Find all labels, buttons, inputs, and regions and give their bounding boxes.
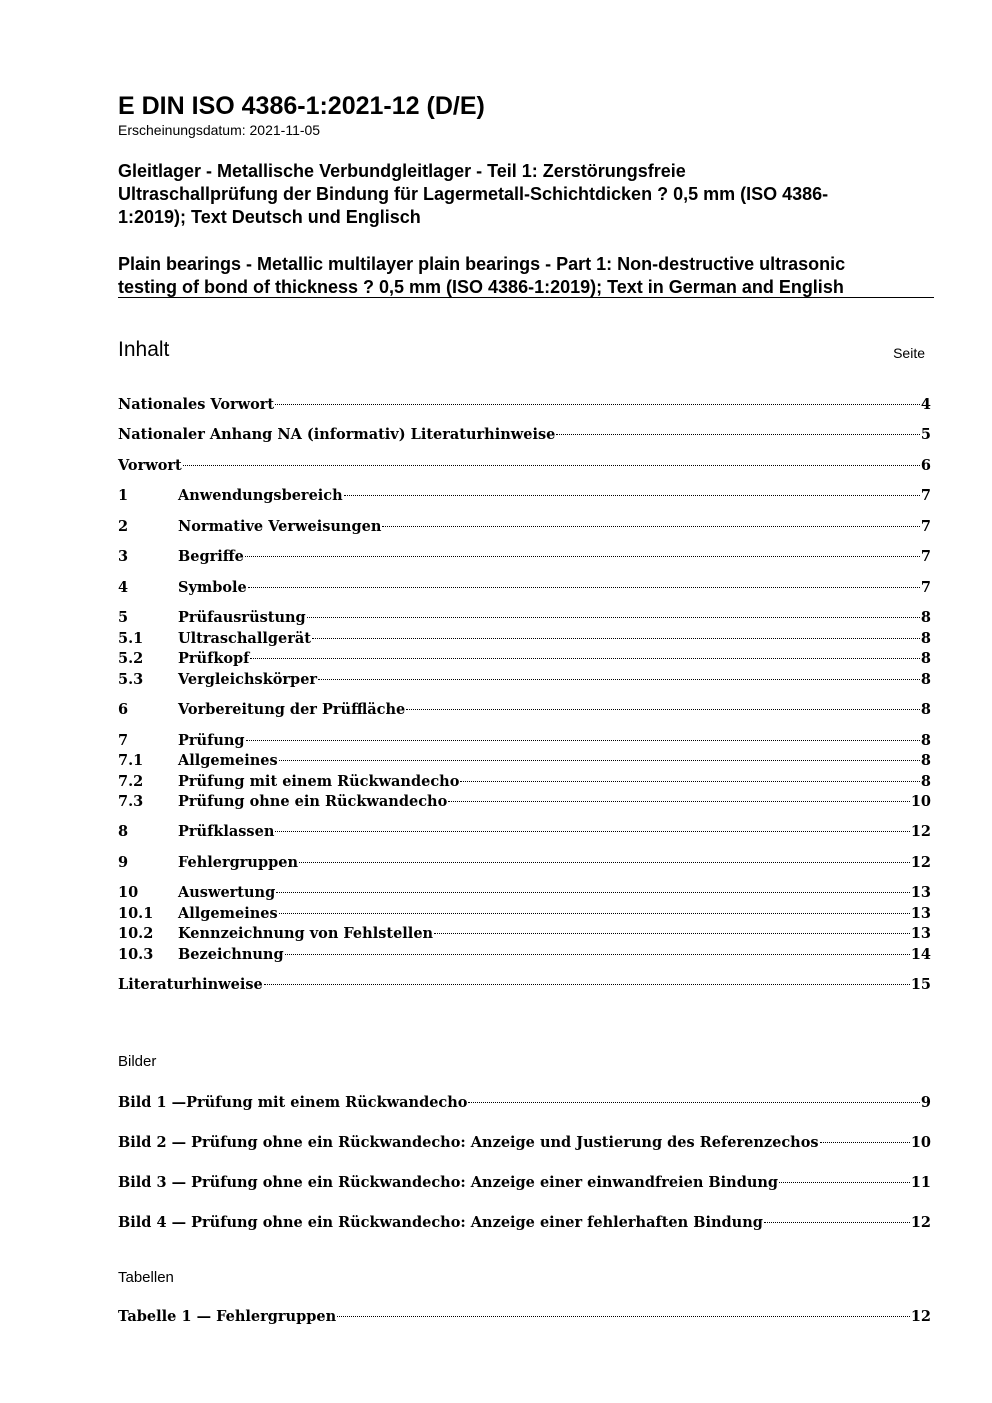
toc-entry-page: 8 xyxy=(920,671,931,688)
toc-entry-number: 4 xyxy=(118,579,129,596)
toc-entry-page: 8 xyxy=(920,773,931,790)
figure-entry-page: 10 xyxy=(910,1134,931,1151)
toc-entry[interactable] xyxy=(118,456,931,476)
toc-entry-page: 15 xyxy=(910,976,931,993)
toc-entry-page: 8 xyxy=(920,630,931,647)
dot-leader xyxy=(285,954,910,955)
toc-heading: Inhalt xyxy=(118,338,170,361)
dot-leader xyxy=(279,760,920,761)
figure-entry-page: 12 xyxy=(910,1214,931,1231)
dot-leader xyxy=(434,933,910,934)
dot-leader xyxy=(183,465,920,466)
dot-leader xyxy=(820,1142,910,1143)
toc-entry-page: 4 xyxy=(920,396,931,413)
toc-page-column-label: Seite xyxy=(893,345,925,361)
toc-entry-number: 10.2 xyxy=(118,925,154,942)
toc-entry[interactable] xyxy=(118,853,931,873)
figure-entry[interactable] xyxy=(118,1093,931,1113)
toc-entry[interactable] xyxy=(118,517,931,537)
figure-entry-label: Bild 2 — Prüfung ohne ein Rückwandecho: Anzeige und Justierung des Referenzechos xyxy=(118,1134,819,1151)
dot-leader xyxy=(245,556,920,557)
dot-leader xyxy=(250,658,919,659)
toc-entry-number: 1 xyxy=(118,487,129,504)
tables-heading: Tabellen xyxy=(118,1269,174,1286)
toc-entry-label: Prüfung xyxy=(178,732,245,749)
dot-leader xyxy=(275,404,920,405)
title-english xyxy=(118,253,928,299)
figure-entry-page: 11 xyxy=(910,1174,931,1191)
toc-entry-number: 5.3 xyxy=(118,671,144,688)
toc-entry[interactable] xyxy=(118,772,931,792)
toc-entry[interactable] xyxy=(118,486,931,506)
toc-entry-number: 7.2 xyxy=(118,773,144,790)
toc-entry-label: Nationaler Anhang NA (informativ) Literaturhinweise xyxy=(118,426,556,443)
dot-leader xyxy=(556,434,920,435)
toc-entry-label: Kennzeichnung von Fehlstellen xyxy=(178,925,434,942)
toc-entry[interactable] xyxy=(118,395,931,415)
dot-leader xyxy=(779,1182,910,1183)
toc-entry[interactable] xyxy=(118,547,931,567)
toc-entry-page: 7 xyxy=(920,548,931,565)
toc-entry-page: 7 xyxy=(920,579,931,596)
toc-entry-label: Literaturhinweise xyxy=(118,976,263,993)
toc-entry-page: 12 xyxy=(910,823,931,840)
toc-entry-number: 5.1 xyxy=(118,630,144,647)
toc-entry-number: 5.2 xyxy=(118,650,144,667)
toc-entry-page: 8 xyxy=(920,732,931,749)
dot-leader xyxy=(276,892,910,893)
toc-entry-page: 13 xyxy=(910,925,931,942)
dot-leader xyxy=(460,781,920,782)
toc-entry[interactable] xyxy=(118,700,931,720)
toc-entry[interactable] xyxy=(118,924,931,944)
toc-entry-page: 14 xyxy=(910,946,931,963)
toc-entry-label: Vorbereitung der Prüffläche xyxy=(178,701,406,718)
toc-entry-label: Allgemeines xyxy=(178,752,278,769)
toc-entry[interactable] xyxy=(118,670,931,690)
toc-entry-label: Vorwort xyxy=(118,457,182,474)
toc-entry-label: Prüfausrüstung xyxy=(178,609,306,626)
toc-entry-label: Bezeichnung xyxy=(178,946,284,963)
title-german xyxy=(118,160,928,229)
toc-entry-number: 2 xyxy=(118,518,129,535)
table-entry[interactable] xyxy=(118,1307,931,1327)
figure-entry[interactable] xyxy=(118,1173,931,1193)
title-divider xyxy=(118,297,934,298)
toc-entry-number: 10 xyxy=(118,884,139,901)
toc-entry-label: Prüfung ohne ein Rückwandecho xyxy=(178,793,448,810)
toc-entry-label: Anwendungsbereich xyxy=(178,487,343,504)
toc-entry-label: Fehlergruppen xyxy=(178,854,299,871)
dot-leader xyxy=(275,831,909,832)
toc-entry-page: 7 xyxy=(920,487,931,504)
figure-entry-label: Bild 4 — Prüfung ohne ein Rückwandecho: Anzeige einer fehlerhaften Bindung xyxy=(118,1214,763,1231)
toc-entry-number: 6 xyxy=(118,701,129,718)
toc-entry-label: Auswertung xyxy=(178,884,276,901)
toc-entry-number: 8 xyxy=(118,823,129,840)
toc-entry[interactable] xyxy=(118,975,931,995)
figure-entry-label: Bild 3 — Prüfung ohne ein Rückwandecho: Anzeige einer einwandfreien Bindung xyxy=(118,1174,779,1191)
toc-entry-page: 13 xyxy=(910,884,931,901)
dot-leader xyxy=(307,617,920,618)
dot-leader xyxy=(318,679,920,680)
toc-entry-page: 13 xyxy=(910,905,931,922)
toc-entry-page: 8 xyxy=(920,701,931,718)
toc-entry-label: Ultraschallgerät xyxy=(178,630,311,647)
toc-entry[interactable] xyxy=(118,945,931,965)
toc-entry[interactable] xyxy=(118,578,931,598)
toc-entry[interactable] xyxy=(118,425,931,445)
toc-entry-page: 8 xyxy=(920,609,931,626)
toc-entry-label: Prüfkopf xyxy=(178,650,250,667)
toc-entry-number: 10.1 xyxy=(118,905,154,922)
dot-leader xyxy=(337,1316,910,1317)
toc-entry-page: 12 xyxy=(910,854,931,871)
dot-leader xyxy=(312,638,920,639)
table-entry-page: 12 xyxy=(910,1308,931,1325)
document-id: E DIN ISO 4386-1:2021-12 (D/E) xyxy=(118,92,485,120)
title-german-line: Gleitlager - Metallische Verbundgleitlager - Teil 1: Zerstörungsfreie xyxy=(118,161,686,181)
toc-entry-label: Prüfklassen xyxy=(178,823,275,840)
figure-entry[interactable] xyxy=(118,1213,931,1233)
figure-entry-page: 9 xyxy=(920,1094,931,1111)
dot-leader xyxy=(246,740,920,741)
toc-entry[interactable] xyxy=(118,792,931,812)
dot-leader xyxy=(764,1222,910,1223)
toc-entry-page: 8 xyxy=(920,752,931,769)
toc-entry[interactable] xyxy=(118,751,931,771)
toc-entry-label: Nationales Vorwort xyxy=(118,396,275,413)
toc-entry-label: Prüfung mit einem Rückwandecho xyxy=(178,773,460,790)
toc-entry-number: 10.3 xyxy=(118,946,154,963)
toc-entry-label: Allgemeines xyxy=(178,905,278,922)
toc-entry-label: Begriffe xyxy=(178,548,244,565)
dot-leader xyxy=(406,709,920,710)
table-entry-label: Tabelle 1 — Fehlergruppen xyxy=(118,1308,337,1325)
toc-entry-page: 8 xyxy=(920,650,931,667)
figures-heading: Bilder xyxy=(118,1053,157,1070)
figure-entry[interactable] xyxy=(118,1133,931,1153)
toc-entry-label: Vergleichskörper xyxy=(178,671,318,688)
toc-entry[interactable] xyxy=(118,731,931,751)
title-english-line: Plain bearings - Metallic multilayer plain bearings - Part 1: Non-destructive ultrasonic xyxy=(118,254,846,274)
title-german-line: 1:2019); Text Deutsch und Englisch xyxy=(118,207,421,227)
toc-entry[interactable] xyxy=(118,629,931,649)
toc-entry-number: 5 xyxy=(118,609,129,626)
dot-leader xyxy=(264,984,910,985)
dot-leader xyxy=(299,862,910,863)
toc-entry-number: 9 xyxy=(118,854,129,871)
toc-entry-number: 7.3 xyxy=(118,793,144,810)
toc-entry[interactable] xyxy=(118,649,931,669)
toc-entry-number: 3 xyxy=(118,548,129,565)
toc-entry-number: 7.1 xyxy=(118,752,144,769)
toc-entry[interactable] xyxy=(118,608,931,628)
figure-entry-label: Bild 1 —Prüfung mit einem Rückwandecho xyxy=(118,1094,468,1111)
toc-entry-number: 7 xyxy=(118,732,129,749)
toc-entry-page: 10 xyxy=(910,793,931,810)
dot-leader xyxy=(468,1102,919,1103)
title-english-line: testing of bond of thickness ? 0,5 mm (ISO 4386-1:2019); Text in German and English xyxy=(118,277,844,297)
dot-leader xyxy=(279,913,910,914)
toc-entry[interactable] xyxy=(118,904,931,924)
toc-entry-page: 7 xyxy=(920,518,931,535)
toc-entry-page: 5 xyxy=(920,426,931,443)
dot-leader xyxy=(344,495,920,496)
toc-entry[interactable] xyxy=(118,883,931,903)
toc-entry[interactable] xyxy=(118,822,931,842)
toc-entry-label: Normative Verweisungen xyxy=(178,518,382,535)
title-german-line: Ultraschallprüfung der Bindung für Lagermetall-Schichtdicken ? 0,5 mm (ISO 4386- xyxy=(118,184,829,204)
toc-entry-page: 6 xyxy=(920,457,931,474)
publication-date: Erscheinungsdatum: 2021-11-05 xyxy=(118,122,321,138)
toc-entry-label: Symbole xyxy=(178,579,247,596)
dot-leader xyxy=(448,801,910,802)
dot-leader xyxy=(248,587,920,588)
dot-leader xyxy=(382,526,920,527)
